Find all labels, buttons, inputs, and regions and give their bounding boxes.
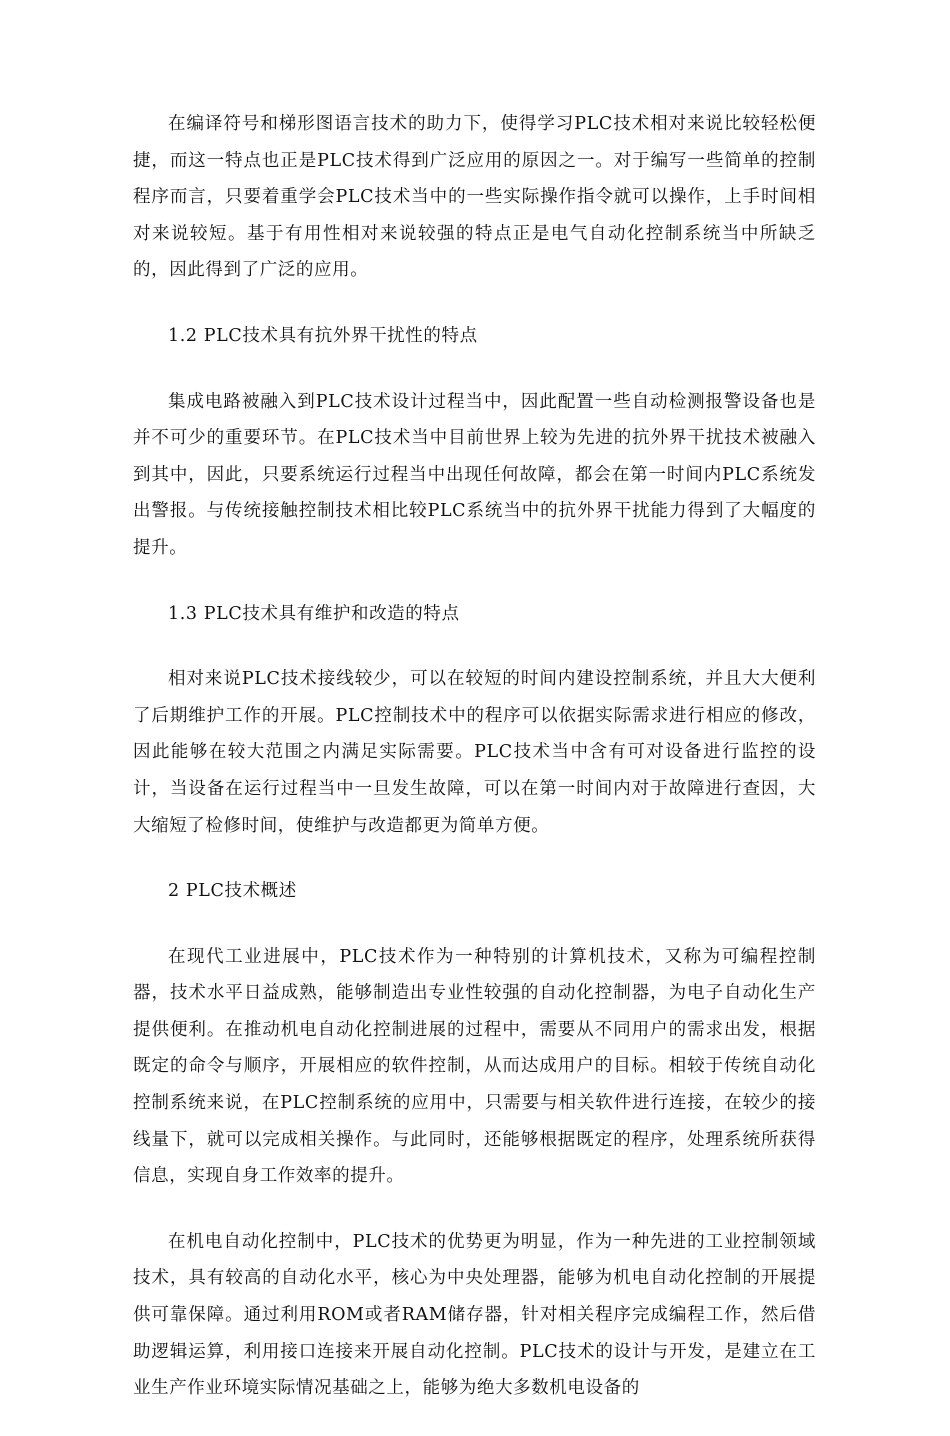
section-heading-1-2: 1.2 PLC技术具有抗外界干扰性的特点: [168, 325, 478, 346]
paragraph-maintenance: 相对来说PLC技术接线较少，可以在较短的时间内建设控制系统，并且大大便利了后期维护工作的开展。PLC控制技术中的程序可以依据实际需求进行相应的修改，因此能够在较大范围之内满足实际需要。PLC技术当中含有可对设备进行监控的设计，当设备在运行过程当中一旦发生故障，可以在第一时间内对于故障进行查因，大大缩短了检修时间，使维护与改造都更为简单方便。: [133, 669, 816, 836]
section-heading-2: 2 PLC技术概述: [168, 881, 297, 902]
paragraph-plc-overview: 在现代工业进展中，PLC技术作为一种特别的计算机技术，又称为可编程控制器，技术水平日益成熟，能够制造出专业性较强的自动化控制器，为电子自动化生产提供便利。在推动机电自动化控制进展的过程中，需要从不同用户的需求出发，根据既定的命令与顺序，开展相应的软件控制，从而达成用户的目标。相较于传统自动化控制系统来说，在PLC控制系统的应用中，只需要与相关软件进行连接，在较少的接线量下，就可以完成相关操作。与此同时，还能够根据既定的程序，处理系统所获得信息，实现自身工作效率的提升。: [133, 946, 816, 1187]
document-body: [133, 106, 816, 1436]
paragraph-plc-easy-to-learn: 在编译符号和梯形图语言技术的助力下，使得学习PLC技术相对来说比较轻松便捷，而这一特点也正是PLC技术得到广泛应用的原因之一。对于编写一些简单的控制程序而言，只要着重学会PLC技术当中的一些实际操作指令就可以操作，上手时间相对来说较短。基于有用性相对来说较强的特点正是电气自动化控制系统当中所缺乏的，因此得到了广泛的应用。: [133, 114, 816, 281]
paragraph-plc-advantages: 在机电自动化控制中，PLC技术的优势更为明显，作为一种先进的工业控制领域技术，具有较高的自动化水平，核心为中央处理器，能够为机电自动化控制的开展提供可靠保障。通过利用ROM或者RAM储存器，针对相关程序完成编程工作，然后借助逻辑运算，利用接口连接来开展自动化控制。PLC技术的设计与开发，是建立在工业生产作业环境实际情况基础之上，能够为绝大多数机电设备的: [133, 1231, 816, 1399]
section-heading-1-3: 1.3 PLC技术具有维护和改造的特点: [168, 603, 460, 624]
paragraph-anti-interference: 集成电路被融入到PLC技术设计过程当中，因此配置一些自动检测报警设备也是并不可少的重要环节。在PLC技术当中目前世界上较为先进的抗外界干扰技术被融入到其中，因此，只要系统运行过程当中出现任何故障，都会在第一时间内PLC系统发出警报。与传统接触控制技术相比较PLC系统当中的抗外界干扰能力得到了大幅度的提升。: [133, 391, 816, 558]
